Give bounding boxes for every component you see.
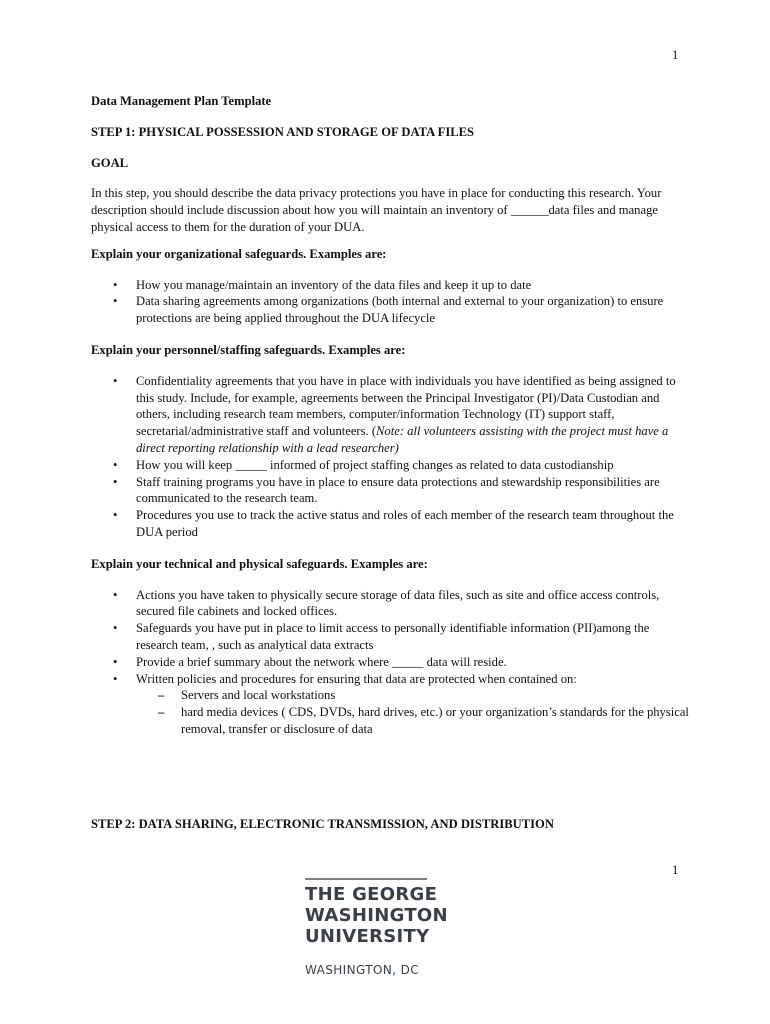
- list-item: • How you will keep _____ informed of project staffing changes as related to data custodianship: [91, 457, 691, 474]
- logo-line-1: THE GEORGE: [305, 884, 438, 905]
- list-item: • Provide a brief summary about the network where _____ data will reside.: [91, 654, 691, 671]
- organizational-heading: Explain your organizational safeguards. Examples are:: [91, 246, 387, 261]
- document-title: Data Management Plan Template: [91, 94, 272, 108]
- list-item: • Actions you have taken to physically secure storage of data files, such as site and office access controls, secured file cabinets and locked offices.: [91, 587, 691, 621]
- list-item-text: Confidentiality agreements that you have in place with individuals you have identified as being assigned to this study. Include, for example, agreements between the Principal Investigator (PI)/Data Custodian and others, including research team members, computer/information Technology (IT) support staff, secretarial/administrative staff and volunteers. (: [136, 373, 676, 439]
- logo-line-2: WASHINGTON: [305, 905, 448, 926]
- step2-heading: STEP 2: DATA SHARING, ELECTRONIC TRANSMISSION, AND DISTRIBUTION: [91, 817, 554, 831]
- document-body: [91, 93, 691, 753]
- technical-heading: Explain your technical and physical safeguards. Examples are:: [91, 556, 428, 571]
- goal-heading: GOAL: [91, 155, 129, 170]
- sublist-item: – hard media devices ( CDS, DVDs, hard drives, etc.) or your organization’s standards for the physical removal, transfer or disclosure of data: [136, 704, 691, 738]
- volunteer-note: Note: all volunteers assisting with the project must have a direct reporting relationship with a lead researcher): [136, 424, 669, 455]
- intro-paragraph: In this step, you should describe the data privacy protections you have in place for conducting this research. Your description should include discussion about how you will maintain an inventory of ______data files and manage physical access to them for the duration of your DUA.: [91, 186, 662, 234]
- logo-location: WASHINGTON, DC: [305, 963, 420, 977]
- logo-rule: [305, 878, 427, 880]
- page-number-bottom: 1: [672, 863, 679, 877]
- gwu-logo: [305, 878, 448, 977]
- list-item-text: Written policies and procedures for ensuring that data are protected when contained on:: [136, 671, 577, 686]
- list-item: • Data sharing agreements among organizations (both internal and external to your organization) to ensure protections are being applied throughout the DUA lifecycle: [91, 293, 691, 327]
- personnel-heading: Explain your personnel/staffing safeguards. Examples are:: [91, 342, 406, 357]
- technical-sublist: [136, 687, 691, 737]
- list-item: • Safeguards you have put in place to limit access to personally identifiable information (PII)among the research team, , such as analytical data extracts: [91, 620, 691, 654]
- page-number-top: 1: [672, 48, 679, 62]
- list-item: • How you manage/maintain an inventory of the data files and keep it up to date: [91, 277, 691, 294]
- personnel-list: [91, 373, 691, 541]
- list-item: [91, 373, 691, 457]
- list-item: • Procedures you use to track the active status and roles of each member of the research team throughout the DUA period: [91, 507, 691, 541]
- list-item: • Staff training programs you have in place to ensure data protections and stewardship responsibilities are communicated to the research team.: [91, 474, 691, 508]
- sublist-item: – Servers and local workstations: [136, 687, 691, 704]
- list-item: [91, 671, 691, 738]
- logo-line-3: UNIVERSITY: [305, 926, 430, 947]
- organizational-list: [91, 277, 691, 327]
- step1-heading: STEP 1: PHYSICAL POSSESSION AND STORAGE OF DATA FILES: [91, 124, 475, 139]
- technical-list: [91, 587, 691, 738]
